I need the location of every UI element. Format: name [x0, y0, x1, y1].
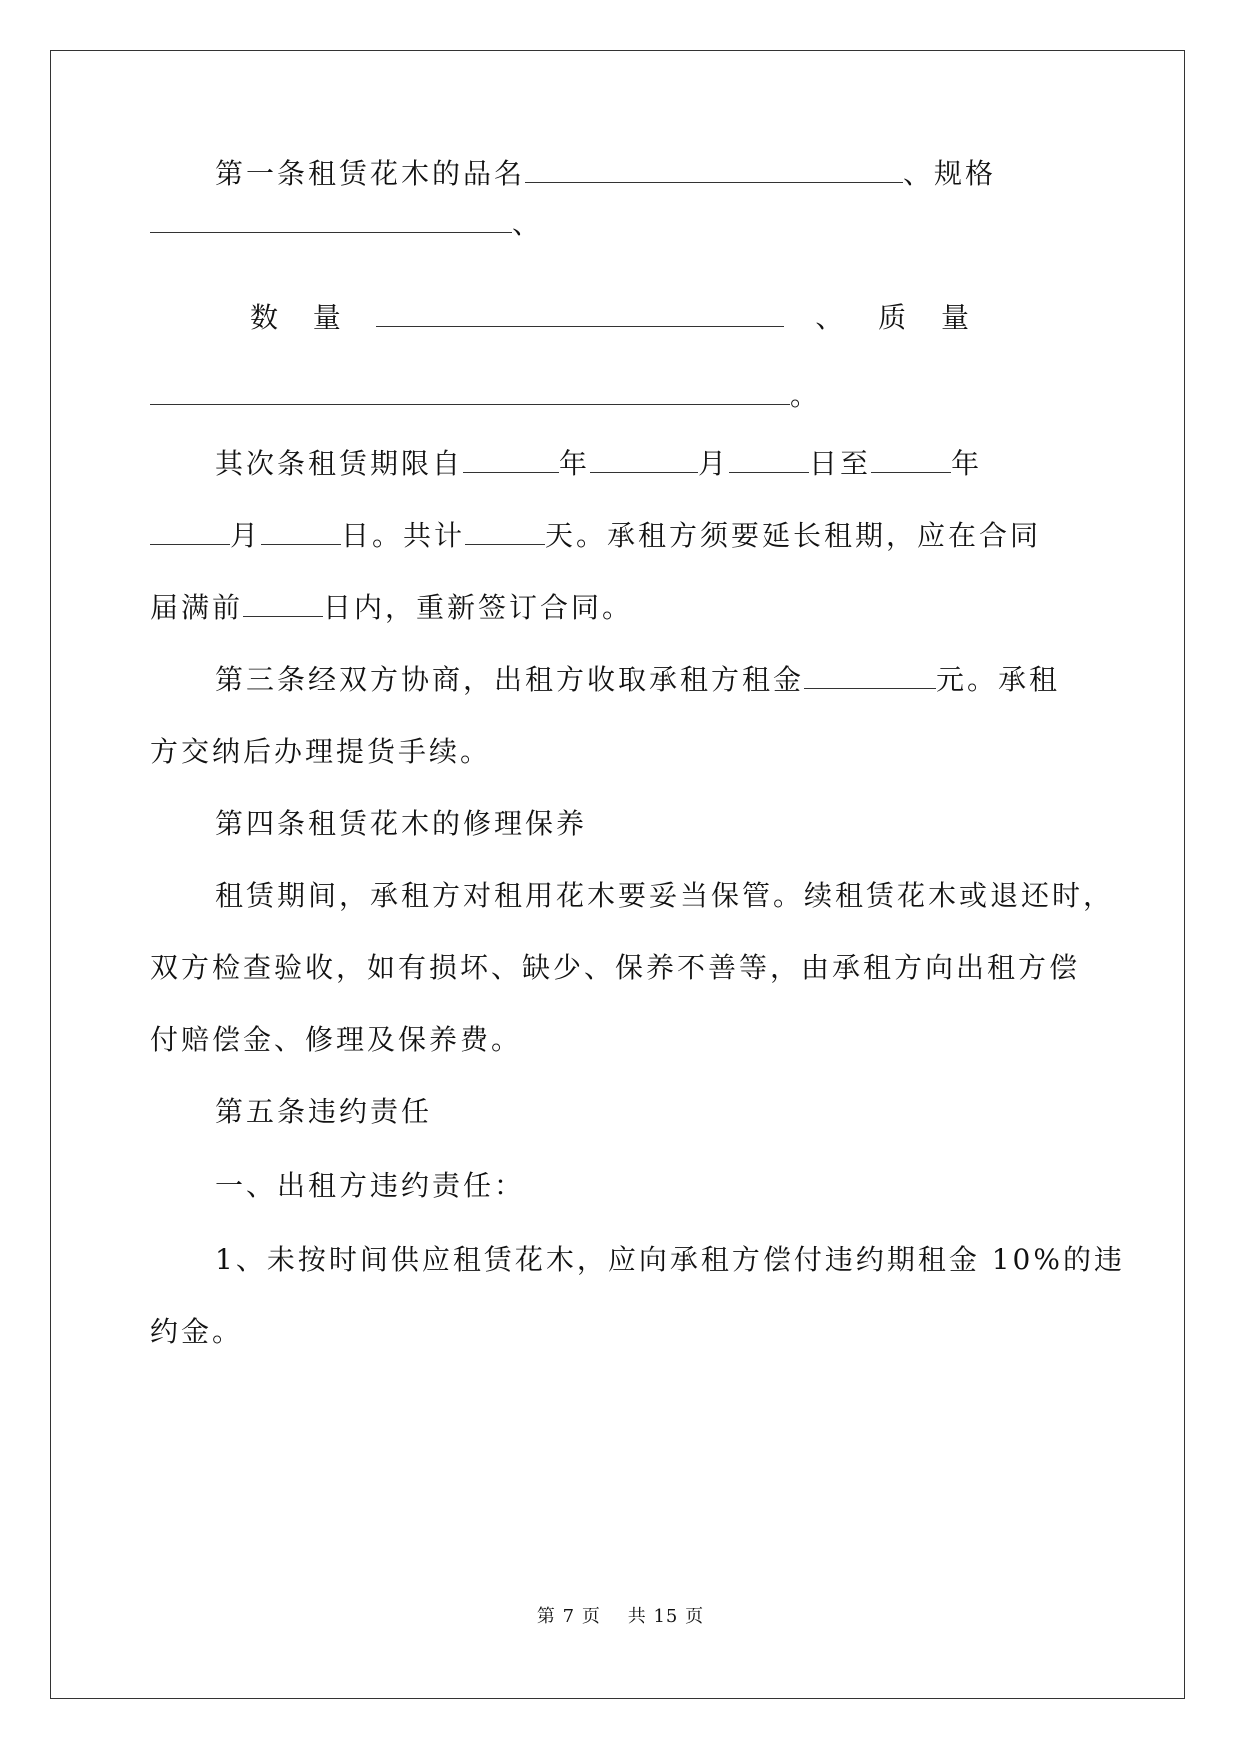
article-5-item-1-line-2: 约金。: [150, 1315, 244, 1348]
article-1-line-1: [215, 156, 1085, 192]
page-frame: [50, 50, 1185, 1699]
page-number: 第 7 页: [536, 1606, 601, 1627]
article-4-title: 第四条租赁花木的修理保养: [215, 807, 588, 840]
page-footer: [0, 1602, 1241, 1628]
blank-spec: [150, 206, 512, 233]
article-2-line-2: [150, 518, 1085, 554]
separator: 、: [815, 301, 847, 334]
quality-label-char-1: 质: [878, 301, 910, 334]
article-2-line-3: [150, 590, 1085, 626]
year-label: 年: [951, 447, 983, 480]
renewal-text: 日内，重新签订合同。: [323, 591, 634, 624]
month-label: 月: [698, 447, 730, 480]
period: 。: [790, 379, 822, 412]
article-3-line-1: [215, 662, 1085, 698]
blank-start-day: [729, 446, 809, 473]
blank-start-month: [590, 446, 698, 473]
blank-quality: [150, 378, 790, 405]
total-label: 日。共计: [341, 519, 466, 552]
day-to-label: 日至: [809, 447, 872, 480]
quality-label-char-2: 量: [940, 301, 972, 334]
article-2-line-1: [215, 446, 1085, 482]
article-1-heading: 第一条租赁花木的品名: [215, 157, 526, 190]
article-5-subsection-1: 一、出租方违约责任：: [215, 1169, 526, 1202]
total-pages: 共 15 页: [627, 1606, 705, 1627]
blank-start-year: [463, 446, 559, 473]
currency-text: 元。承租: [936, 663, 1061, 696]
year-label: 年: [559, 447, 591, 480]
expiry-label: 届满前: [150, 591, 244, 624]
article-5-title: 第五条违约责任: [215, 1095, 433, 1128]
article-1-line-3: [250, 300, 972, 336]
article-1-line-4: [150, 378, 1085, 414]
blank-end-day: [261, 518, 341, 545]
spec-label: 、规格: [903, 157, 997, 190]
blank-product-name: [525, 156, 903, 183]
article-4-paragraph-line-1: 租赁期间，承租方对租用花木要妥当保管。续租赁花木或退还时，: [215, 879, 1115, 912]
article-1-line-2: [150, 206, 1085, 242]
article-4-paragraph-line-2: 双方检查验收，如有损坏、缺少、保养不善等，由承租方向出租方偿: [150, 951, 1081, 984]
blank-notice-days: [243, 590, 323, 617]
extension-text: 天。承租方须要延长租期，应在合同: [545, 519, 1042, 552]
blank-end-year: [871, 446, 951, 473]
article-2-heading: 其次条租赁期限自: [215, 447, 464, 480]
blank-total-days: [465, 518, 545, 545]
blank-quantity: [376, 300, 784, 327]
quantity-label-char-2: 量: [312, 301, 344, 334]
article-3-heading: 第三条经双方协商，出租方收取承租方租金: [215, 663, 805, 696]
quantity-label-char-1: 数: [250, 301, 282, 334]
article-5-item-1-line-1: 1、未按时间供应租赁花木，应向承租方偿付违约期租金 10%的违: [215, 1243, 1125, 1276]
separator: 、: [512, 207, 544, 240]
blank-end-month: [150, 518, 230, 545]
month-label: 月: [230, 519, 262, 552]
blank-rent-amount: [804, 662, 936, 689]
article-3-line-2: 方交纳后办理提货手续。: [150, 735, 492, 768]
article-4-paragraph-line-3: 付赔偿金、修理及保养费。: [150, 1023, 523, 1056]
